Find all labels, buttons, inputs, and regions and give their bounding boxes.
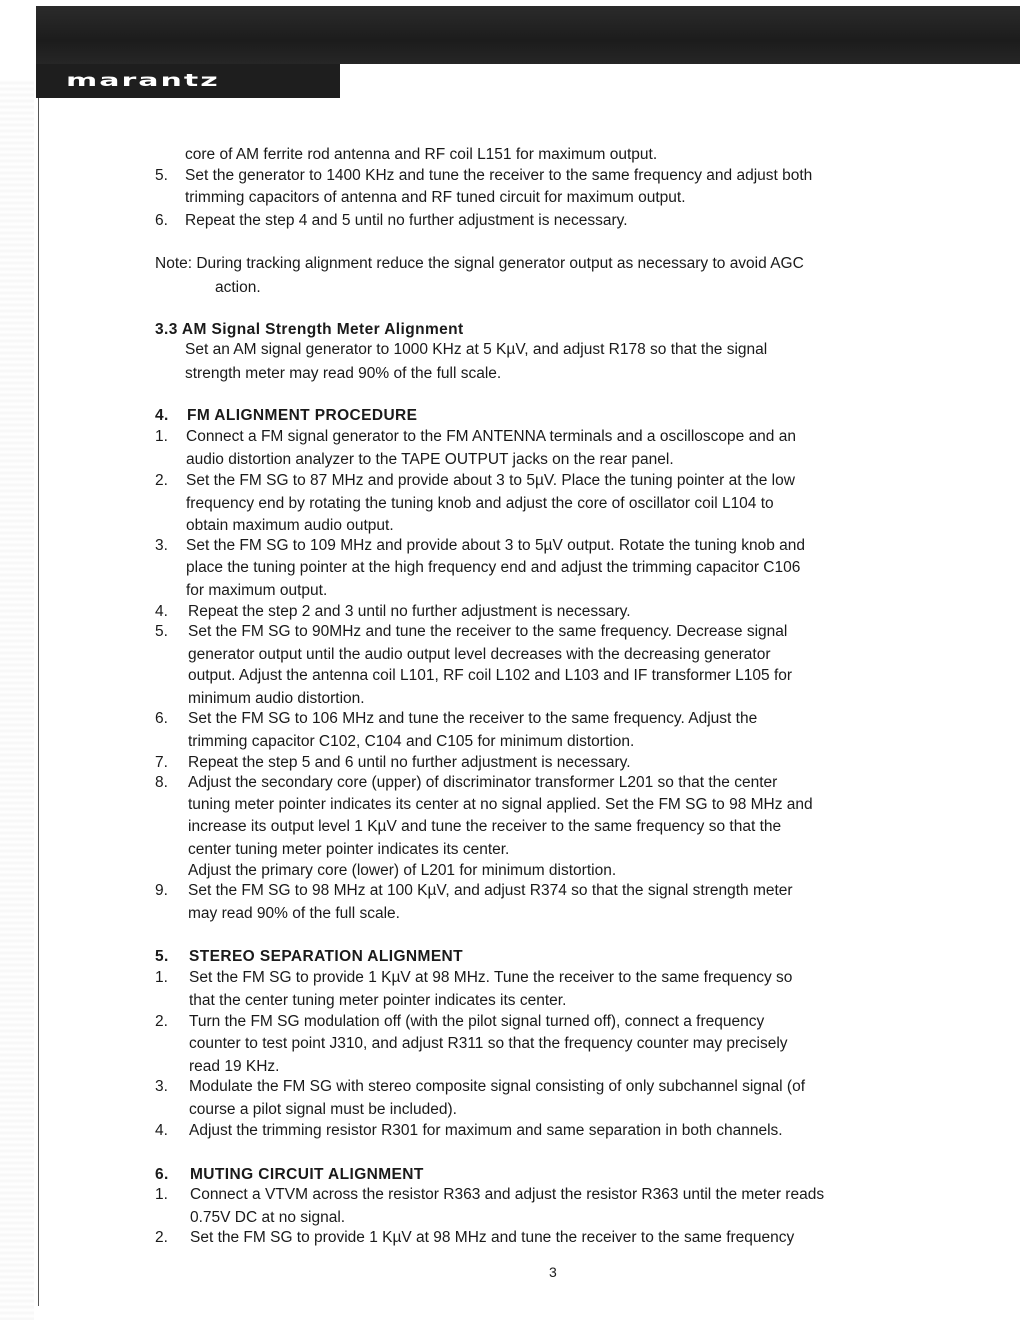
list-number: 9. (155, 882, 168, 899)
page-number: 3 (549, 1264, 557, 1280)
text-line: Set the FM SG to provide 1 KµV at 98 MHz. Tune the receiver to the same frequency so (189, 969, 793, 986)
text-line: Set the FM SG to provide 1 KµV at 98 MHz and tune the receiver to the same frequency (190, 1229, 795, 1246)
list-number: 4. (155, 603, 168, 620)
list-number: 6. (155, 710, 168, 727)
text-line: Modulate the FM SG with stereo composite signal consisting of only subchannel signal (of (189, 1078, 806, 1095)
text-line: increase its output level 1 KµV and tune the receiver to the same frequency so that the (188, 818, 782, 835)
text-line: Set the FM SG to 109 MHz and provide about 3 to 5µV output. Rotate the tuning knob and (186, 537, 805, 554)
brand-logo: marantz (66, 71, 220, 91)
text-line: Repeat the step 5 and 6 until no further adjustment is necessary. (188, 754, 631, 771)
list-number: 6. (155, 1166, 169, 1183)
list-number: 4. (155, 1122, 168, 1139)
text-line: Repeat the step 4 and 5 until no further adjustment is necessary. (185, 212, 628, 229)
text-line: read 19 KHz. (189, 1058, 280, 1075)
text-line: Adjust the trimming resistor R301 for maximum and same separation in both channels. (189, 1122, 783, 1139)
list-number: 3. (155, 1078, 168, 1095)
text-line: that the center tuning meter pointer indicates its center. (189, 992, 567, 1009)
text-line: center tuning meter pointer indicates its center. (188, 841, 510, 858)
list-number: 1. (155, 1186, 168, 1203)
text-line: trimming capacitor C102, C104 and C105 for minimum distortion. (188, 733, 635, 750)
list-number: 5. (155, 948, 169, 965)
list-number: 5. (155, 623, 168, 640)
text-line: counter to test point J310, and adjust R311 so that the frequency counter may precisely (189, 1035, 788, 1052)
text-line: Adjust the primary core (lower) of L201 for minimum distortion. (188, 862, 617, 879)
list-number: 5. (155, 167, 168, 184)
text-line: Set an AM signal generator to 1000 KHz at 5 KµV, and adjust R178 so that the signal (185, 341, 768, 358)
section-heading: FM ALIGNMENT PROCEDURE (187, 407, 418, 424)
text-line: Turn the FM SG modulation off (with the pilot signal turned off), connect a frequency (189, 1013, 765, 1030)
text-line: for maximum output. (186, 582, 328, 599)
text-line: frequency end by rotating the tuning knob and adjust the core of oscillator coil L104 to (186, 495, 774, 512)
text-line: output. Adjust the antenna coil L101, RF coil L102 and L103 and IF transformer L105 for (188, 667, 793, 684)
list-number: 4. (155, 407, 169, 424)
text-line: Connect a FM signal generator to the FM ANTENNA terminals and a oscilloscope and an (186, 428, 796, 445)
list-number: 2. (155, 1229, 168, 1246)
text-line: 0.75V DC at no signal. (190, 1209, 346, 1226)
text-line: obtain maximum audio output. (186, 517, 394, 534)
text-line: minimum audio distortion. (188, 690, 365, 707)
text-line: trimming capacitors of antenna and RF tuned circuit for maximum output. (185, 189, 686, 206)
text-line: Set the FM SG to 87 MHz and provide about 3 to 5µV. Place the tuning pointer at the low (186, 472, 795, 489)
list-number: 8. (155, 774, 168, 791)
text-line: Repeat the step 2 and 3 until no further adjustment is necessary. (188, 603, 631, 620)
section-heading: 3.3 AM Signal Strength Meter Alignment (155, 321, 464, 338)
text-line: Adjust the secondary core (upper) of discriminator transformer L201 so that the center (188, 774, 778, 791)
list-number: 2. (155, 1013, 168, 1030)
section-heading: MUTING CIRCUIT ALIGNMENT (190, 1166, 424, 1183)
text-line: Note: During tracking alignment reduce the signal generator output as necessary to avoid AGC (155, 255, 804, 272)
text-line: Set the FM SG to 98 MHz at 100 KµV, and adjust R374 so that the signal strength meter (188, 882, 793, 899)
list-number: 1. (155, 969, 168, 986)
list-number: 6. (155, 212, 168, 229)
list-number: 2. (155, 472, 168, 489)
text-line: Set the generator to 1400 KHz and tune the receiver to the same frequency and adjust both (185, 167, 813, 184)
text-line: Set the FM SG to 106 MHz and tune the receiver to the same frequency. Adjust the (188, 710, 758, 727)
text-line: audio distortion analyzer to the TAPE OUTPUT jacks on the rear panel. (186, 451, 674, 468)
list-number: 7. (155, 754, 168, 771)
text-line: action. (215, 279, 261, 296)
text-line: generator output until the audio output level decreases with the decreasing generator (188, 646, 771, 663)
text-line: Connect a VTVM across the resistor R363 and adjust the resistor R363 until the meter reads (190, 1186, 825, 1203)
text-line: strength meter may read 90% of the full scale. (185, 365, 502, 382)
text-line: tuning meter pointer indicates its center at no signal applied. Set the FM SG to 98 MHz and (188, 796, 813, 813)
text-line: core of AM ferrite rod antenna and RF coil L151 for maximum output. (185, 146, 658, 163)
list-number: 3. (155, 537, 168, 554)
text-line: Set the FM SG to 90MHz and tune the receiver to the same frequency. Decrease signal (188, 623, 788, 640)
list-number: 1. (155, 428, 168, 445)
section-heading: STEREO SEPARATION ALIGNMENT (189, 948, 464, 965)
text-line: may read 90% of the full scale. (188, 905, 400, 922)
text-line: course a pilot signal must be included). (189, 1101, 457, 1118)
text-line: place the tuning pointer at the high frequency end and adjust the trimming capacitor C106 (186, 559, 801, 576)
